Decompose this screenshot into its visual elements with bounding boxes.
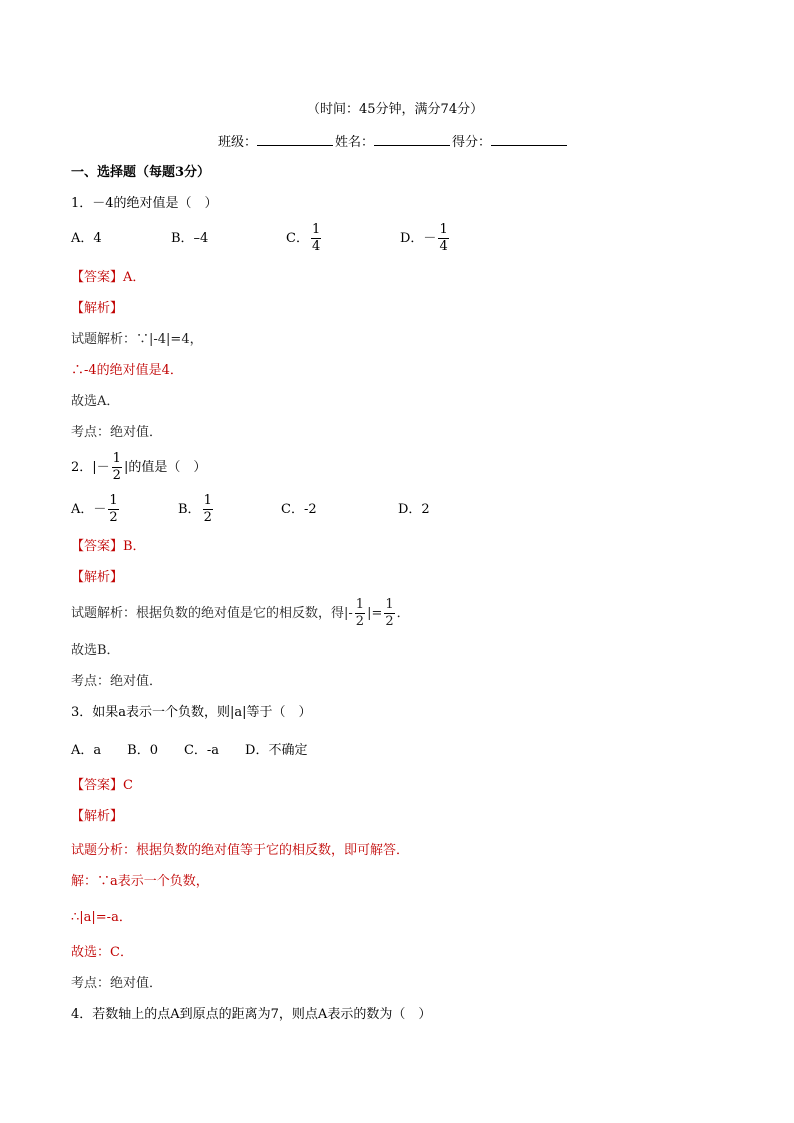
q1-option-c-fraction: [311, 223, 321, 254]
q3-analysis-line3: ∴|a|=-a．: [71, 910, 132, 925]
q2-line1-fraction2: [384, 598, 394, 629]
fraction-numerator: 1: [385, 597, 394, 612]
q2-option-b-fraction: [203, 494, 213, 525]
q2-answer: 【答案】B．: [71, 539, 146, 554]
q2-option-a-prefix: A．－: [71, 502, 107, 517]
q1-option-c: [286, 223, 323, 254]
fraction-numerator: 1: [311, 222, 321, 237]
q2-option-d: D．2: [398, 502, 430, 517]
fraction-denominator: 2: [203, 510, 212, 525]
q1-analysis-line2: ∴-4的绝对值是4．: [71, 363, 183, 378]
q2-stem-prefix: 2．|－: [71, 460, 110, 475]
fraction-numerator: 1: [203, 493, 212, 508]
q2-point: 考点：绝对值．: [71, 674, 163, 689]
q3-analysis-label: 【解析】: [71, 809, 124, 824]
q1-option-d-fraction: [438, 223, 448, 254]
q1-option-c-prefix: C．: [286, 231, 309, 246]
q3-point: 考点：绝对值．: [71, 976, 163, 991]
name-blank[interactable]: [374, 133, 450, 146]
fraction-numerator: 1: [112, 451, 121, 466]
q1-point: 考点：绝对值．: [71, 425, 163, 440]
class-blank[interactable]: [257, 133, 333, 146]
q2-line1-mid: |=: [367, 606, 383, 621]
q1-answer: 【答案】A．: [71, 270, 146, 285]
q2-line1-prefix: 试题解析：根据负数的绝对值是它的相反数，得|-: [71, 606, 353, 621]
q2-analysis-line2: 故选B．: [71, 643, 120, 658]
q2-option-a: [71, 494, 121, 525]
q3-analysis-line1: 试题分析：根据负数的绝对值等于它的相反数，即可解答．: [71, 843, 410, 858]
q2-option-b: [178, 494, 215, 525]
student-info-row: [218, 133, 569, 152]
q2-analysis-label: 【解析】: [71, 570, 124, 585]
name-label: 姓名：: [335, 135, 375, 150]
q1-stem: 1．－4的绝对值是（ ）: [71, 196, 218, 211]
q2-option-a-fraction: [108, 494, 118, 525]
q3-stem: 3．如果a表示一个负数，则|a|等于（ ）: [71, 705, 312, 720]
fraction-numerator: 1: [439, 222, 448, 237]
fraction-denominator: 4: [311, 239, 321, 254]
q2-stem: [71, 452, 206, 483]
q1-analysis-label: 【解析】: [71, 301, 124, 316]
fraction-denominator: 2: [355, 614, 365, 629]
q2-option-b-prefix: B．: [178, 502, 201, 517]
q1-analysis-line3: 故选A．: [71, 394, 120, 409]
q2-analysis-line1: [71, 598, 410, 629]
fraction-numerator: 1: [109, 493, 118, 508]
q1-option-d-prefix: D．－: [400, 231, 437, 246]
q2-stem-suffix: |的值是（ ）: [123, 460, 207, 475]
q2-line1-fraction1: [355, 598, 365, 629]
q3-answer: 【答案】C: [71, 778, 133, 793]
fraction-denominator: 2: [109, 510, 118, 525]
score-blank[interactable]: [491, 133, 567, 146]
q3-analysis-line2: 解：∵a表示一个负数，: [71, 874, 209, 889]
q1-option-b: B．–4: [171, 231, 209, 246]
q3-analysis-line4: 故选：C．: [71, 945, 133, 960]
q3-options: A．a B．0 C．-a D．不确定: [71, 743, 308, 758]
class-label: 班级：: [218, 135, 258, 150]
q1-option-d: [400, 223, 451, 254]
score-label: 得分：: [452, 135, 492, 150]
fraction-numerator: 1: [355, 597, 365, 612]
q4-stem: 4．若数轴上的点A到原点的距离为7，则点A表示的数为（ ）: [71, 1007, 432, 1022]
fraction-denominator: 4: [439, 239, 448, 254]
q1-option-a: A．4: [71, 231, 102, 246]
section-title: 一、选择题（每题3分）: [71, 165, 211, 180]
fraction-denominator: 2: [112, 468, 121, 483]
time-info: （时间：45分钟，满分74分）: [307, 102, 484, 117]
fraction-denominator: 2: [385, 614, 394, 629]
q2-stem-fraction: [112, 452, 122, 483]
q2-option-c: C．-2: [281, 502, 317, 517]
q2-line1-suffix: ．: [396, 606, 410, 621]
q1-analysis-line1: 试题解析：∵|-4|=4，: [71, 332, 203, 347]
